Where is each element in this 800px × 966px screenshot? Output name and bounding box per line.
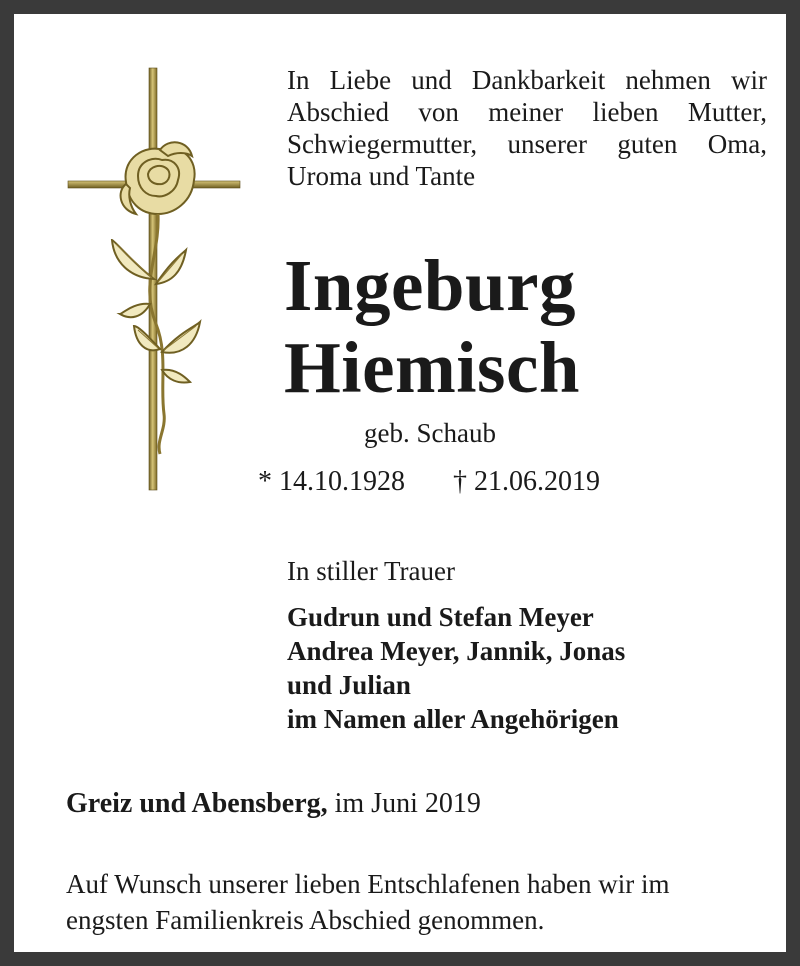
mourner-line: und Julian [287,670,411,700]
mourner-line: Gudrun und Stefan Meyer [287,602,594,632]
death-symbol: † [453,466,467,497]
deceased-last-name: Hiemisch [284,327,580,408]
birth-date: 14.10.1928 [279,466,405,497]
place-date [66,788,481,820]
death-date: 21.06.2019 [474,466,600,497]
intro-line: Abschied von meiner lieben Mutter, [287,97,767,127]
intro-line: Uroma und Tante [287,161,476,191]
note-line: Auf Wunsch unserer lieben Entschlafenen haben wir im [66,869,670,899]
mourning-heading: In stiller Trauer [287,556,455,586]
mourner-line: im Namen aller Angehörigen [287,704,619,734]
date: im Juni 2019 [334,788,481,819]
intro-text [287,64,767,192]
mourner-line: Andrea Meyer, Jannik, Jonas [287,636,626,666]
birth-name: geb. Schaub [364,418,496,448]
mourners-list [287,600,625,736]
life-dates [258,466,600,498]
funeral-note [66,866,766,938]
note-line: engsten Familienkreis Abschied genommen. [66,905,545,935]
birth-symbol: * [258,466,272,497]
place: Greiz und Abensberg, [66,788,328,819]
cross-with-rose-icon [64,64,244,494]
intro-line: In Liebe und Dankbarkeit nehmen wir [287,65,767,95]
intro-line: Schwiegermutter, unserer guten Oma, [287,129,767,159]
deceased-first-name: Ingeburg [284,245,577,326]
